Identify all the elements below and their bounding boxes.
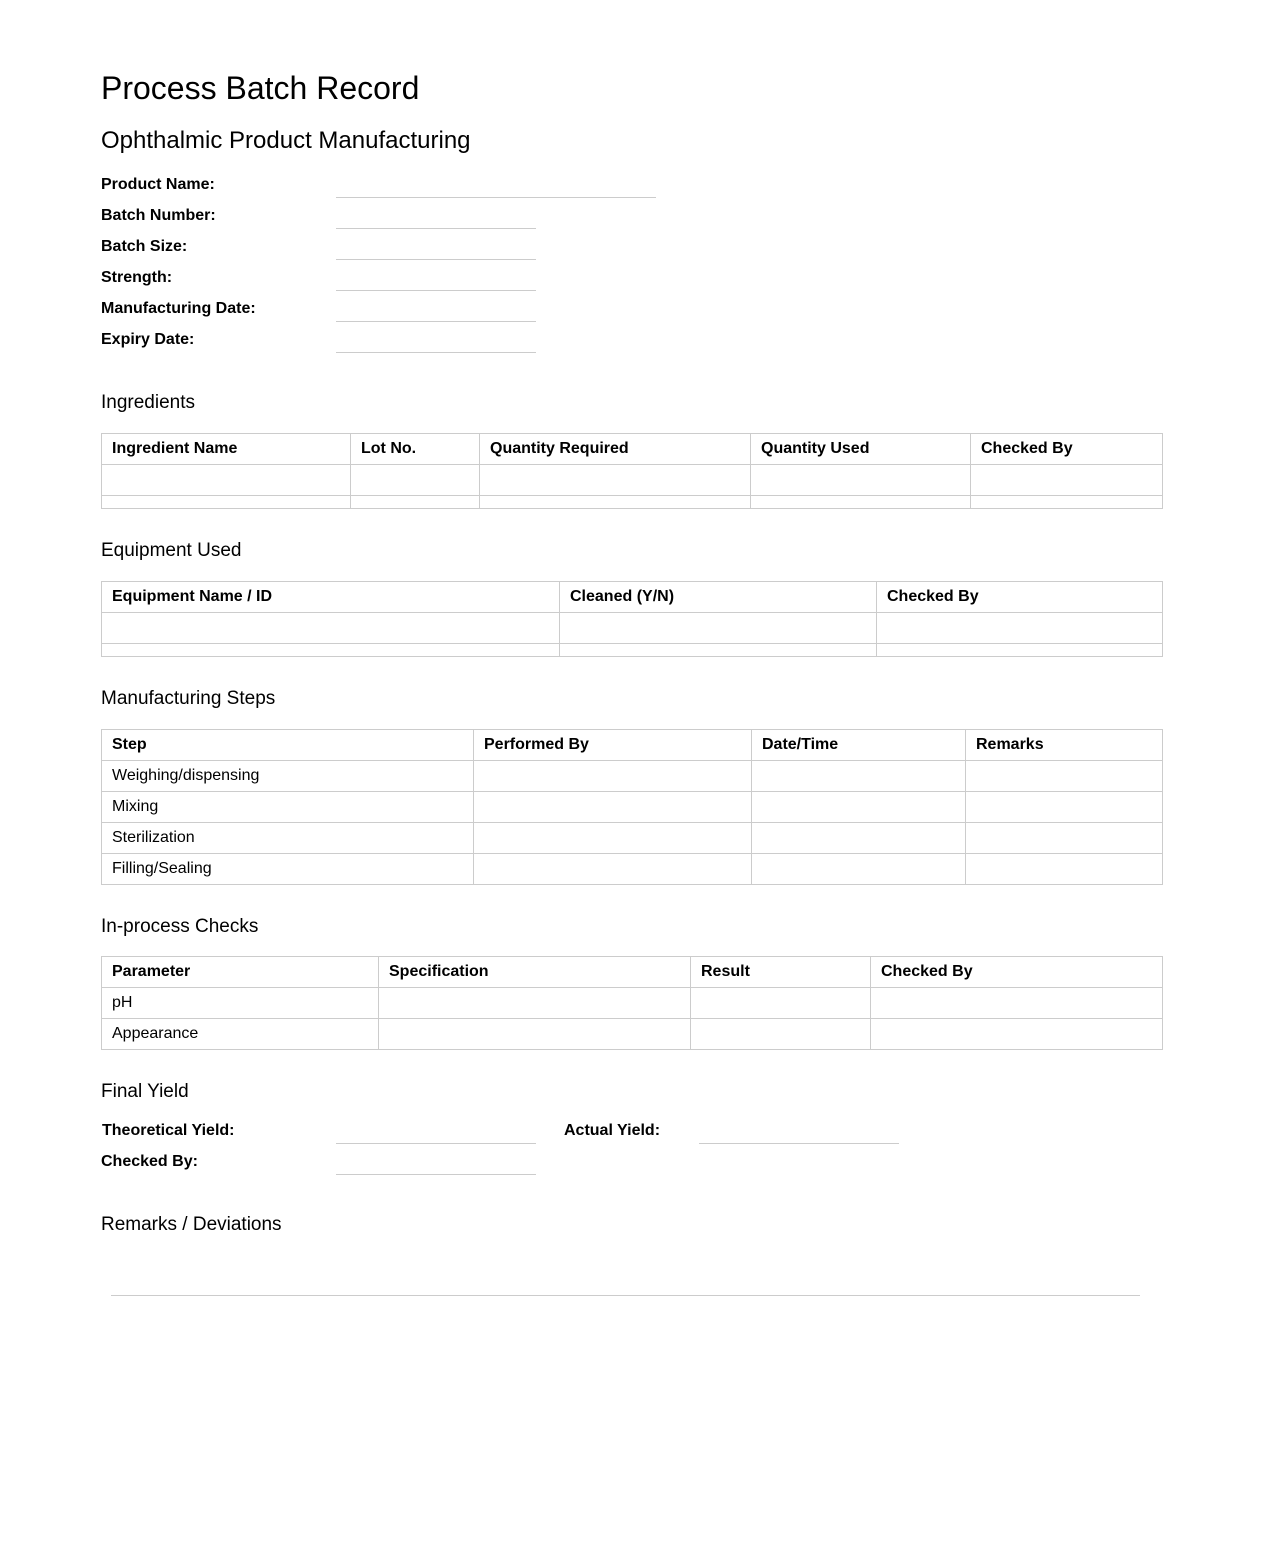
manufacturing-steps-heading: Manufacturing Steps <box>101 688 276 709</box>
performed-by-cell[interactable] <box>474 823 752 854</box>
steps-header-row <box>102 730 1163 761</box>
step-name-cell: Weighing/dispensing <box>102 761 474 792</box>
result-cell[interactable] <box>691 1019 871 1050</box>
col-parameter: Parameter <box>102 957 379 988</box>
step-name-cell: Filling/Sealing <box>102 854 474 885</box>
product-name-label: Product Name: <box>101 176 215 193</box>
actual-yield-label: Actual Yield: <box>564 1122 661 1139</box>
ingredients-table <box>101 433 1163 509</box>
specification-cell[interactable] <box>379 988 691 1019</box>
col-equipment-name: Equipment Name / ID <box>102 582 560 613</box>
remarks-cell[interactable] <box>966 792 1163 823</box>
lot-no-cell[interactable] <box>351 496 480 509</box>
performed-by-cell[interactable] <box>474 761 752 792</box>
col-remarks: Remarks <box>966 730 1163 761</box>
page-title: Process Batch Record <box>101 70 420 106</box>
checks-header-row <box>102 957 1163 988</box>
batch-size-input[interactable] <box>336 259 536 260</box>
batch-size-label: Batch Size: <box>101 238 188 255</box>
parameter-cell: Appearance <box>102 1019 379 1050</box>
table-row <box>102 761 1163 792</box>
table-row <box>102 465 1163 496</box>
batch-number-field-row <box>101 206 801 237</box>
checked-by-cell[interactable] <box>877 644 1163 657</box>
quantity-required-cell[interactable] <box>480 496 751 509</box>
equipment-header-row <box>102 582 1163 613</box>
parameter-cell: pH <box>102 988 379 1019</box>
strength-input[interactable] <box>336 290 536 291</box>
checked-by-cell[interactable] <box>971 465 1163 496</box>
expiry-date-field-row <box>101 330 801 361</box>
col-checked-by: Checked By <box>971 434 1163 465</box>
col-result: Result <box>691 957 871 988</box>
page-subtitle: Ophthalmic Product Manufacturing <box>101 127 471 154</box>
in-process-checks-heading: In-process Checks <box>101 916 259 937</box>
table-row <box>102 1019 1163 1050</box>
date-time-cell[interactable] <box>752 792 966 823</box>
batch-size-field-row <box>101 237 801 268</box>
date-time-cell[interactable] <box>752 761 966 792</box>
equipment-name-cell[interactable] <box>102 613 560 644</box>
manufacturing-date-input[interactable] <box>336 321 536 322</box>
theoretical-yield-label: Theoretical Yield: <box>102 1122 235 1139</box>
checked-by-cell[interactable] <box>871 1019 1163 1050</box>
remarks-cell[interactable] <box>966 854 1163 885</box>
performed-by-cell[interactable] <box>474 792 752 823</box>
col-lot-no: Lot No. <box>351 434 480 465</box>
batch-number-input[interactable] <box>336 228 536 229</box>
theoretical-yield-input[interactable] <box>336 1143 536 1144</box>
col-performed-by: Performed By <box>474 730 752 761</box>
cleaned-cell[interactable] <box>560 644 877 657</box>
performed-by-cell[interactable] <box>474 854 752 885</box>
manufacturing-date-label: Manufacturing Date: <box>101 300 256 317</box>
cleaned-cell[interactable] <box>560 613 877 644</box>
checked-by-cell[interactable] <box>871 988 1163 1019</box>
col-date-time: Date/Time <box>752 730 966 761</box>
col-checked-by: Checked By <box>877 582 1163 613</box>
checked-by-label: Checked By: <box>101 1153 198 1170</box>
col-checked-by: Checked By <box>871 957 1163 988</box>
table-row <box>102 792 1163 823</box>
quantity-required-cell[interactable] <box>480 465 751 496</box>
date-time-cell[interactable] <box>752 823 966 854</box>
checked-by-cell[interactable] <box>877 613 1163 644</box>
table-row <box>102 988 1163 1019</box>
expiry-date-input[interactable] <box>336 352 536 353</box>
table-row <box>102 854 1163 885</box>
table-row <box>102 644 1163 657</box>
ingredient-name-cell[interactable] <box>102 496 351 509</box>
col-specification: Specification <box>379 957 691 988</box>
actual-yield-input[interactable] <box>699 1143 899 1144</box>
ingredients-heading: Ingredients <box>101 392 196 413</box>
strength-field-row <box>101 268 801 299</box>
ingredient-name-cell[interactable] <box>102 465 351 496</box>
specification-cell[interactable] <box>379 1019 691 1050</box>
remarks-input[interactable] <box>111 1250 1140 1296</box>
remarks-cell[interactable] <box>966 823 1163 854</box>
batch-number-label: Batch Number: <box>101 207 216 224</box>
in-process-checks-table <box>101 956 1163 1050</box>
checked-by-cell[interactable] <box>971 496 1163 509</box>
product-name-field-row <box>101 175 801 206</box>
col-cleaned: Cleaned (Y/N) <box>560 582 877 613</box>
equipment-table <box>101 581 1163 657</box>
manufacturing-steps-table <box>101 729 1163 885</box>
remarks-heading: Remarks / Deviations <box>101 1214 282 1235</box>
product-name-input[interactable] <box>336 197 656 198</box>
col-quantity-required: Quantity Required <box>480 434 751 465</box>
date-time-cell[interactable] <box>752 854 966 885</box>
step-name-cell: Sterilization <box>102 823 474 854</box>
step-name-cell: Mixing <box>102 792 474 823</box>
final-yield-heading: Final Yield <box>101 1081 189 1102</box>
table-row <box>102 823 1163 854</box>
col-quantity-used: Quantity Used <box>751 434 971 465</box>
table-row <box>102 613 1163 644</box>
quantity-used-cell[interactable] <box>751 465 971 496</box>
lot-no-cell[interactable] <box>351 465 480 496</box>
result-cell[interactable] <box>691 988 871 1019</box>
quantity-used-cell[interactable] <box>751 496 971 509</box>
equipment-name-cell[interactable] <box>102 644 560 657</box>
strength-label: Strength: <box>101 269 173 286</box>
ingredients-header-row <box>102 434 1163 465</box>
checked-by-input[interactable] <box>336 1174 536 1175</box>
col-ingredient-name: Ingredient Name <box>102 434 351 465</box>
expiry-date-label: Expiry Date: <box>101 331 195 348</box>
equipment-heading: Equipment Used <box>101 540 242 561</box>
remarks-cell[interactable] <box>966 761 1163 792</box>
table-row <box>102 496 1163 509</box>
col-step: Step <box>102 730 474 761</box>
manufacturing-date-field-row <box>101 299 801 330</box>
